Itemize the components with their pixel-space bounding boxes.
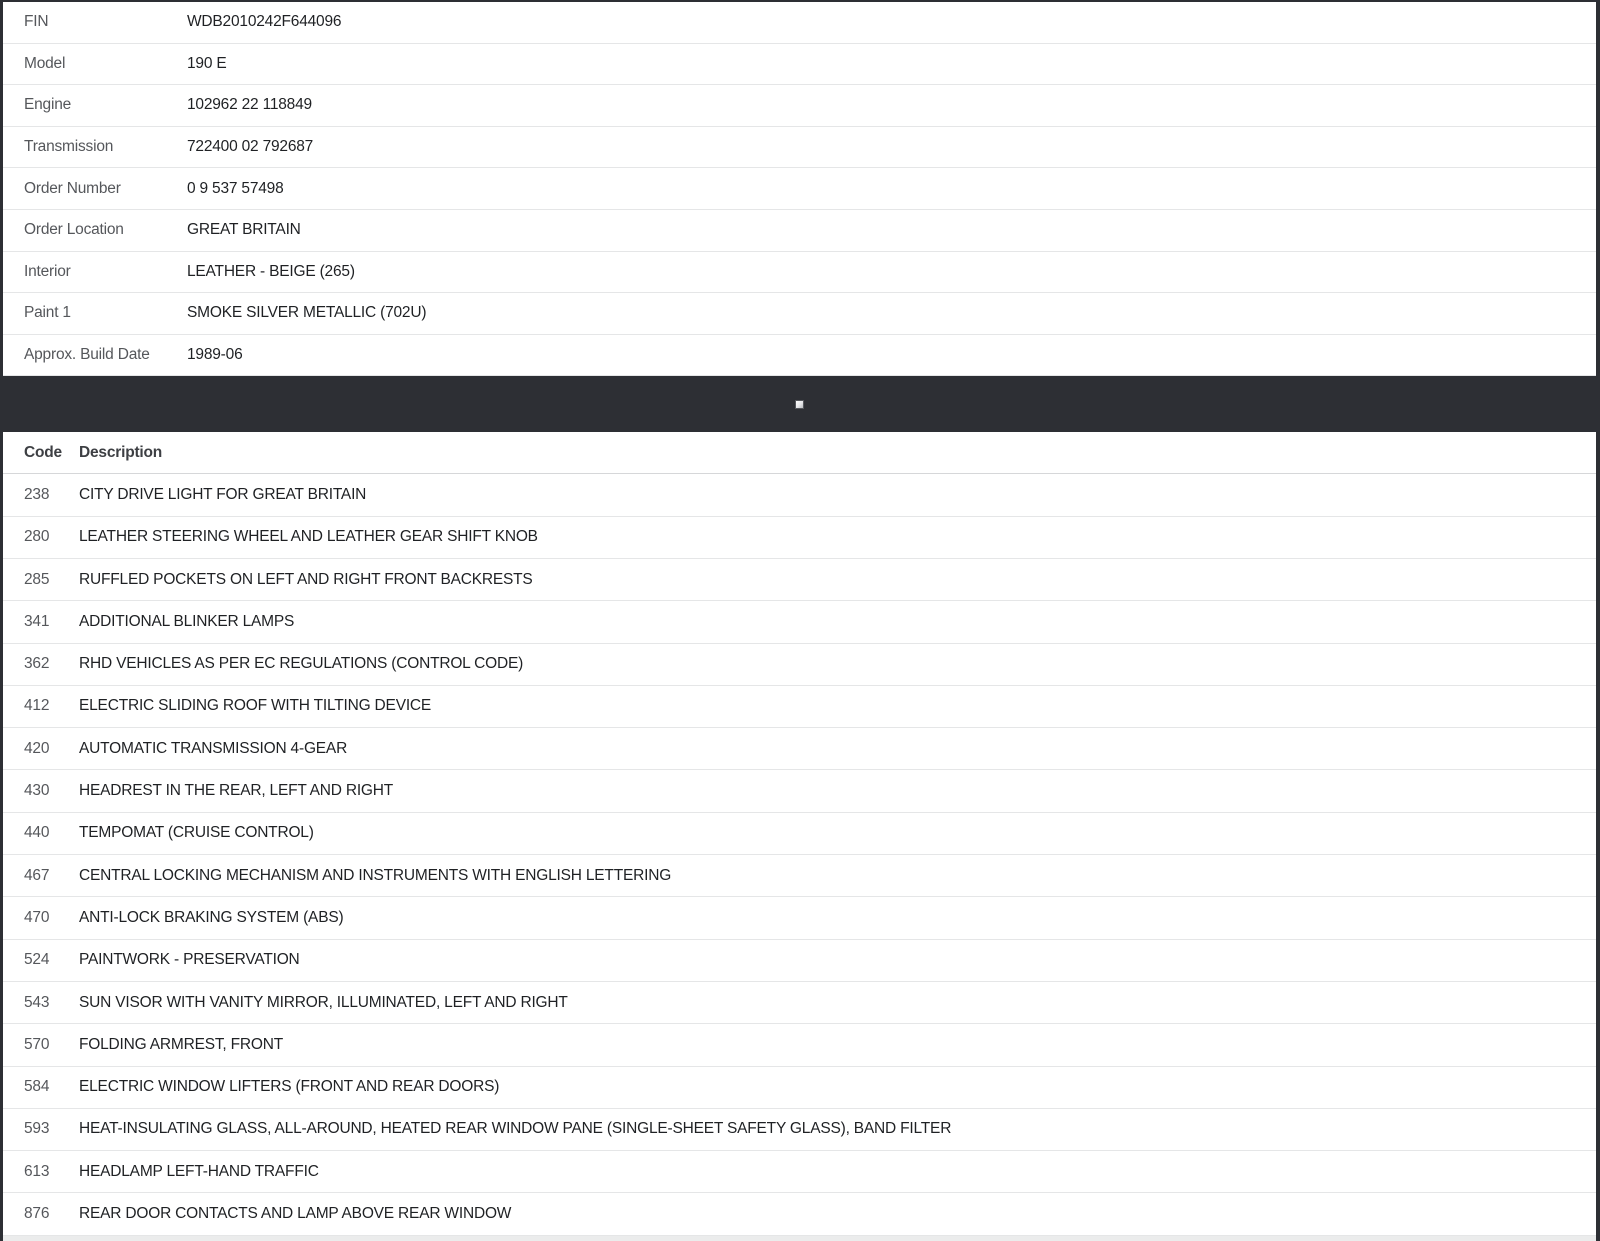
table-row [3,1024,1596,1066]
info-value: SMOKE SILVER METALLIC (702U) [187,304,427,322]
info-label: Approx. Build Date [24,346,150,364]
option-code: 440 [24,824,50,842]
section-divider-bar [3,376,1596,432]
options-table [3,432,1596,1240]
option-description: ANTI-LOCK BRAKING SYSTEM (ABS) [79,908,344,926]
info-label: Engine [24,96,72,114]
options-table-header [3,432,1596,474]
info-label: Interior [24,262,71,280]
table-row [3,813,1596,855]
table-row [3,644,1596,686]
option-code: 430 [24,782,50,800]
table-row [3,1067,1596,1109]
option-description: FOLDING ARMREST, FRONT [79,1035,284,1053]
vehicle-info-table [3,2,1596,376]
option-description: PAINTWORK - PRESERVATION [79,951,300,969]
table-row [3,770,1596,812]
option-description: ELECTRIC SLIDING ROOF WITH TILTING DEVICE [79,697,432,715]
option-code: 543 [24,993,50,1011]
option-description: TEMPOMAT (CRUISE CONTROL) [79,824,314,842]
table-row [3,559,1596,601]
option-description: CITY DRIVE LIGHT FOR GREAT BRITAIN [79,485,367,503]
table-row [3,855,1596,897]
info-value: 102962 22 118849 [187,96,312,114]
table-row [3,474,1596,516]
option-code: 238 [24,485,50,503]
option-code: 876 [24,1205,50,1223]
table-row [3,168,1596,210]
option-code: 285 [24,570,50,588]
option-description: RHD VEHICLES AS PER EC REGULATIONS (CONTROL CODE) [79,655,524,673]
info-value: 190 E [187,54,227,72]
option-code: 570 [24,1035,50,1053]
table-row [3,1151,1596,1193]
info-value: GREAT BRITAIN [187,221,301,239]
info-label: Paint 1 [24,304,71,322]
info-label: Order Location [24,221,124,239]
option-code: 341 [24,612,50,630]
table-row [3,728,1596,770]
option-description: RUFFLED POCKETS ON LEFT AND RIGHT FRONT BACKRESTS [79,570,533,588]
info-label: Transmission [24,138,114,156]
option-description: SUN VISOR WITH VANITY MIRROR, ILLUMINATED, LEFT AND RIGHT [79,993,568,1011]
info-value: LEATHER - BEIGE (265) [187,262,355,280]
option-description: LEATHER STEERING WHEEL AND LEATHER GEAR SHIFT KNOB [79,528,538,546]
table-row [3,210,1596,252]
description-column-header: Description [79,443,163,461]
option-code: 524 [24,951,50,969]
option-description: HEADLAMP LEFT-HAND TRAFFIC [79,1162,319,1180]
info-label: Order Number [24,179,121,197]
info-value: WDB2010242F644096 [187,13,342,31]
option-code: 362 [24,655,50,673]
table-row [3,517,1596,559]
table-row [3,686,1596,728]
table-row [3,2,1596,44]
option-description: HEADREST IN THE REAR, LEFT AND RIGHT [79,782,394,800]
option-description: ADDITIONAL BLINKER LAMPS [79,612,295,630]
table-row [3,335,1596,377]
table-row [3,252,1596,294]
option-code: 412 [24,697,50,715]
option-code: 467 [24,866,50,884]
table-row [3,897,1596,939]
option-description: AUTOMATIC TRANSMISSION 4-GEAR [79,739,348,757]
option-description: CENTRAL LOCKING MECHANISM AND INSTRUMENTS WITH ENGLISH LETTERING [79,866,672,884]
option-description: ELECTRIC WINDOW LIFTERS (FRONT AND REAR DOORS) [79,1078,500,1096]
table-row [3,940,1596,982]
option-description: HEAT-INSULATING GLASS, ALL-AROUND, HEATED REAR WINDOW PANE (SINGLE-SHEET SAFETY GLASS), BAND FILTER [79,1120,952,1138]
option-code: 584 [24,1078,50,1096]
option-code: 280 [24,528,50,546]
table-row [3,601,1596,643]
table-row [3,1109,1596,1151]
table-row [3,85,1596,127]
table-row [3,293,1596,335]
table-row [3,1193,1596,1235]
option-code: 613 [24,1162,50,1180]
table-row [3,44,1596,86]
option-code: 470 [24,908,50,926]
table-row [3,982,1596,1024]
option-code: 420 [24,739,50,757]
table-row [3,127,1596,169]
option-description: REAR DOOR CONTACTS AND LAMP ABOVE REAR WINDOW [79,1205,512,1223]
info-value: 1989-06 [187,346,243,364]
info-label: FIN [24,13,49,31]
info-label: Model [24,54,66,72]
info-value: 0 9 537 57498 [187,179,284,197]
code-column-header: Code [24,443,62,461]
option-code: 593 [24,1120,50,1138]
broken-image-icon [796,401,803,408]
info-value: 722400 02 792687 [187,138,314,156]
